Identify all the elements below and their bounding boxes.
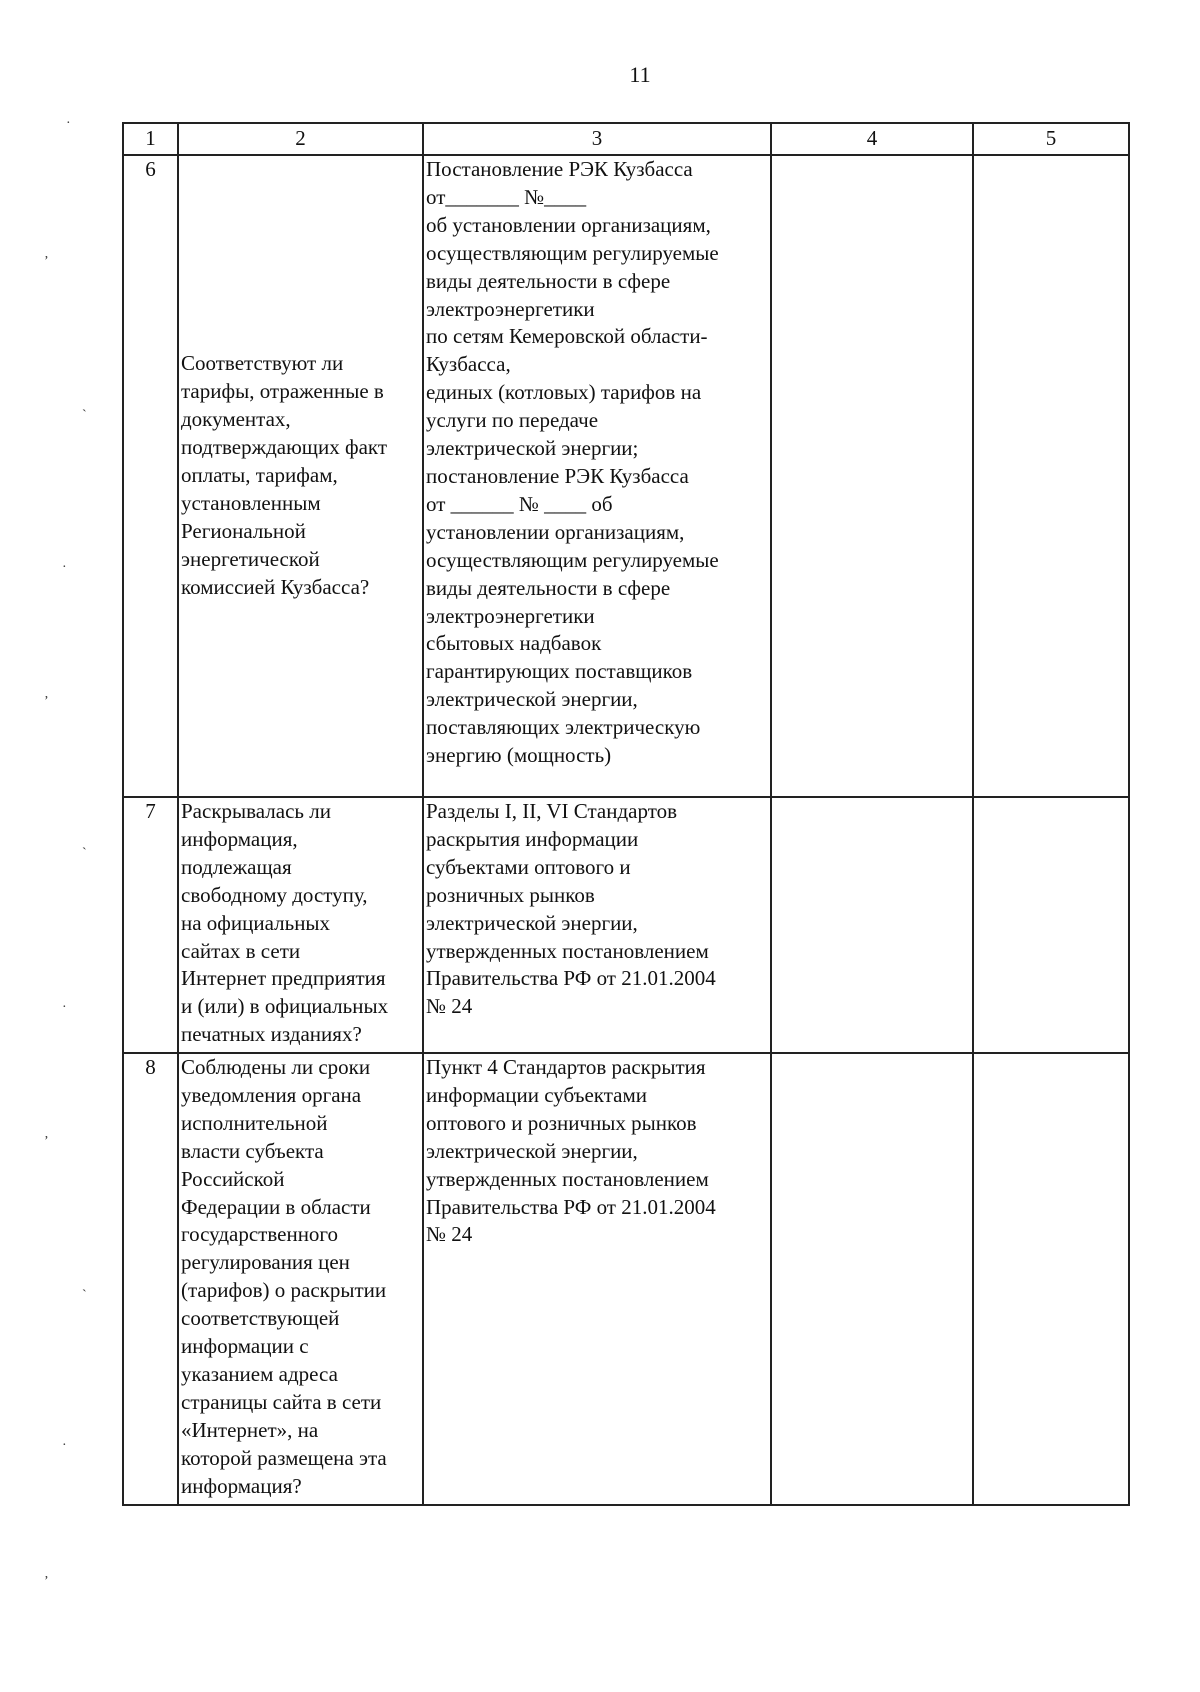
- question-line: Региональной: [181, 518, 306, 543]
- reference-line: от ______ № ____ об: [426, 491, 613, 516]
- question-cell: [178, 797, 423, 1053]
- question-line: Федерации в области: [181, 1194, 371, 1219]
- question-line: и (или) в официальных: [181, 994, 389, 1019]
- question-line: Соответствуют ли: [181, 351, 344, 376]
- question-line: уведомления органа: [181, 1082, 362, 1107]
- reference-line: энергию (мощность): [426, 743, 612, 768]
- reference-line: постановление РЭК Кузбасса: [426, 463, 689, 488]
- scan-speck: ˋ: [82, 846, 87, 861]
- reference-line: утвержденных постановлением: [426, 1166, 709, 1191]
- reference-line: электроэнергетики: [426, 603, 595, 628]
- note-cell: [973, 797, 1129, 1053]
- question-line: оплаты, тарифам,: [181, 463, 338, 488]
- question-line: власти субъекта: [181, 1138, 324, 1163]
- scan-speck: ·: [62, 1000, 67, 1015]
- reference-cell: [423, 797, 771, 1053]
- inspection-table: [122, 122, 1130, 1506]
- table-row: [123, 155, 1129, 797]
- reference-line: единых (котловых) тарифов на: [426, 380, 702, 405]
- reference-line: осуществляющим регулируемые: [426, 240, 719, 265]
- header-row: [123, 123, 1129, 155]
- scan-speck: ʼ: [44, 254, 49, 269]
- question-line: которой размещена эта: [181, 1445, 387, 1470]
- reference-line: № 24: [426, 1222, 473, 1247]
- question-line: указанием адреса: [181, 1361, 338, 1386]
- question-line: Соблюдены ли сроки: [181, 1055, 371, 1079]
- reference-line: Правительства РФ от 21.01.2004: [426, 966, 716, 991]
- question-cell: [178, 1053, 423, 1505]
- question-line: комиссией Кузбасса?: [181, 574, 370, 599]
- column-header-3: 3: [423, 123, 771, 155]
- question-line: Интернет предприятия: [181, 966, 386, 991]
- reference-line: сбытовых надбавок: [426, 631, 602, 656]
- reference-line: оптового и розничных рынков: [426, 1110, 697, 1135]
- question-line: информация,: [181, 826, 298, 851]
- reference-line: электрической энергии,: [426, 910, 638, 935]
- reference-line: информации субъектами: [426, 1082, 648, 1107]
- reference-line: поставляющих электрическую: [426, 715, 701, 740]
- reference-line: электрической энергии;: [426, 436, 639, 461]
- reference-cell: [423, 155, 771, 797]
- reference-line: электрической энергии,: [426, 1138, 638, 1163]
- question-line: на официальных: [181, 910, 331, 935]
- row-number: 7: [123, 797, 178, 1053]
- question-line: тарифы, отраженные в: [181, 379, 384, 404]
- reference-line: Разделы I, II, VI Стандартов: [426, 799, 678, 823]
- reference-line: Кузбасса,: [426, 352, 511, 377]
- question-line: государственного: [181, 1222, 339, 1247]
- row-number: 8: [123, 1053, 178, 1505]
- question-line: Российской: [181, 1166, 285, 1191]
- reference-line: услуги по передаче: [426, 408, 599, 433]
- reference-line: электроэнергетики: [426, 296, 595, 321]
- question-line: соответствующей: [181, 1306, 340, 1331]
- reference-line: раскрытия информации: [426, 826, 639, 851]
- column-header-2: 2: [178, 123, 423, 155]
- column-header-4: 4: [771, 123, 973, 155]
- page-number: 11: [629, 62, 651, 87]
- question-cell: [178, 155, 423, 797]
- question-line: регулирования цен: [181, 1250, 350, 1275]
- question-line: Раскрывалась ли: [181, 799, 331, 823]
- question-line: подтверждающих факт: [181, 435, 388, 460]
- question-line: информации с: [181, 1334, 309, 1359]
- reference-line: электрической энергии,: [426, 687, 638, 712]
- scan-speck: ˋ: [82, 408, 87, 423]
- reference-cell: [423, 1053, 771, 1505]
- reference-line: гарантирующих поставщиков: [426, 659, 693, 684]
- scan-speck: ʼ: [44, 1574, 49, 1589]
- reference-line: установлении организациям,: [426, 519, 685, 544]
- result-cell: [771, 1053, 973, 1505]
- scan-speck: ʼ: [44, 694, 49, 709]
- scan-speck: ·: [62, 560, 67, 575]
- question-line: подлежащая: [181, 854, 292, 879]
- reference-line: № 24: [426, 994, 473, 1019]
- reference-line: от_______ №____: [426, 184, 587, 209]
- scan-speck: ʼ: [44, 1134, 49, 1149]
- question-line: документах,: [181, 407, 291, 432]
- question-line: информация?: [181, 1473, 302, 1498]
- scan-speck: ·: [62, 1438, 67, 1453]
- question-line: свободному доступу,: [181, 882, 368, 907]
- question-line: страницы сайта в сети: [181, 1389, 382, 1414]
- reference-line: виды деятельности в сфере: [426, 268, 671, 293]
- reference-line: субъектами оптового и: [426, 854, 631, 879]
- scan-speck: ˋ: [82, 1288, 87, 1303]
- question-line: печатных изданиях?: [181, 1022, 362, 1047]
- table-row: [123, 1053, 1129, 1505]
- reference-line: по сетям Кемеровской области-: [426, 324, 708, 349]
- question-line: сайтах в сети: [181, 938, 301, 963]
- reference-line: об установлении организациям,: [426, 212, 711, 237]
- scan-speck: ·: [66, 116, 71, 131]
- reference-line: розничных рынков: [426, 882, 595, 907]
- column-header-1: 1: [123, 123, 178, 155]
- reference-line: утвержденных постановлением: [426, 938, 709, 963]
- result-cell: [771, 797, 973, 1053]
- question-line: энергетической: [181, 546, 320, 571]
- reference-line: осуществляющим регулируемые: [426, 547, 719, 572]
- table-row: [123, 797, 1129, 1053]
- question-line: установленным: [181, 490, 321, 515]
- row-number: 6: [123, 155, 178, 797]
- result-cell: [771, 155, 973, 797]
- question-line: «Интернет», на: [181, 1417, 319, 1442]
- column-header-5: 5: [973, 123, 1129, 155]
- note-cell: [973, 155, 1129, 797]
- note-cell: [973, 1053, 1129, 1505]
- reference-line: Пункт 4 Стандартов раскрытия: [426, 1055, 706, 1079]
- reference-line: Правительства РФ от 21.01.2004: [426, 1194, 716, 1219]
- reference-line: виды деятельности в сфере: [426, 575, 671, 600]
- question-line: (тарифов) о раскрытии: [181, 1278, 387, 1303]
- reference-line: Постановление РЭК Кузбасса: [426, 157, 693, 181]
- question-line: исполнительной: [181, 1110, 328, 1135]
